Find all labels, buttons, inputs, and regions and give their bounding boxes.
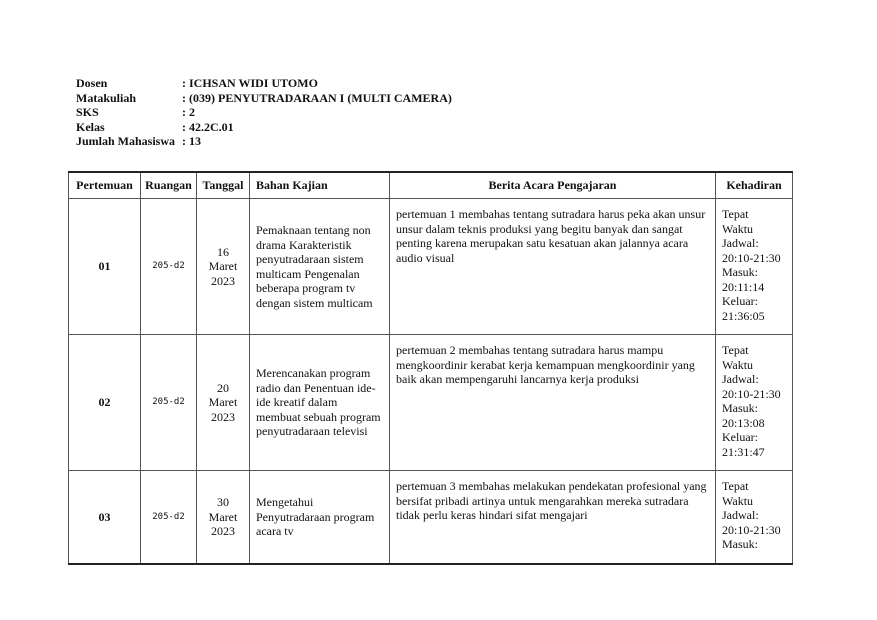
- col-header-bahan-kajian: Bahan Kajian: [250, 172, 390, 199]
- kehadiran-line: Jadwal:: [722, 508, 759, 522]
- kehadiran-line: Jadwal:: [722, 236, 759, 250]
- attendance-table: [68, 171, 793, 565]
- tanggal-day: 16: [217, 244, 229, 259]
- table-header-row: [69, 172, 793, 199]
- sks-row: [76, 105, 452, 120]
- table-row: [69, 471, 793, 565]
- kehadiran-line: Keluar:: [722, 294, 758, 308]
- tanggal-year: 2023: [211, 409, 235, 424]
- kehadiran-line: 21:31:47: [722, 444, 765, 459]
- ruangan-cell: 205-d2: [141, 199, 197, 335]
- kehadiran-line: 20:10-21:30: [722, 386, 781, 401]
- matakuliah-label: Matakuliah: [76, 90, 137, 105]
- sks-value: : 2: [182, 105, 195, 119]
- sks-label: SKS: [76, 105, 99, 119]
- kehadiran-line: Masuk:: [722, 537, 758, 551]
- pertemuan-cell: 01: [69, 199, 141, 335]
- col-header-ruangan: Ruangan: [141, 172, 197, 199]
- bahan-kajian-cell: Mengetahui Penyutradaraan program acara tv: [250, 471, 390, 565]
- kehadiran-line: 20:11:14: [722, 279, 765, 294]
- tanggal-month: Maret: [208, 509, 238, 524]
- berita-acara-cell: pertemuan 2 membahas tentang sutradara harus mampu mengkoordinir kerabat kerja kemampuan mengkoordinir yang baik akan mempengaruhi lancarnya kerja produksi: [390, 335, 716, 471]
- bahan-kajian-cell: Pemaknaan tentang non drama Karakteristik penyutradaraan sistem multicam Pengenalan beberapa program tv dengan sistem multicam: [250, 199, 390, 335]
- kehadiran-line: 21:36:05: [722, 308, 765, 323]
- tanggal-month: Maret: [208, 395, 238, 410]
- kehadiran-line: Masuk:: [722, 265, 758, 279]
- berita-acara-cell: pertemuan 3 membahas melakukan pendekatan profesional yang bersifat pribadi artinya untuk mengarahkan mereka sutradara tidak perlu keras hindari sifat mengajari: [390, 471, 716, 565]
- table-row: [69, 335, 793, 471]
- tanggal-cell: [197, 199, 250, 335]
- kelas-value: : 42.2C.01: [182, 119, 234, 134]
- jumlah-mahasiswa-row: [76, 134, 452, 149]
- kehadiran-cell: [716, 199, 793, 335]
- ruangan-cell: 205-d2: [141, 335, 197, 471]
- kelas-label: Kelas: [76, 119, 105, 134]
- col-header-tanggal: Tanggal: [197, 172, 250, 199]
- kelas-row: [76, 120, 452, 135]
- table-row: [69, 199, 793, 335]
- col-header-berita-acara: Berita Acara Pengajaran: [390, 172, 716, 199]
- col-header-kehadiran: Kehadiran: [716, 172, 793, 199]
- tanggal-year: 2023: [211, 273, 235, 288]
- kehadiran-line: Jadwal:: [722, 372, 759, 386]
- dosen-label: Dosen: [76, 76, 108, 90]
- berita-acara-cell: pertemuan 1 membahas tentang sutradara harus peka akan unsur unsur dalam teknis produksi yang begitu banyak dan sangat penting karena merupakan satu kesatuan akan jalannya acara audio visual: [390, 199, 716, 335]
- kehadiran-line: 20:13:08: [722, 415, 765, 430]
- kehadiran-line: 20:10-21:30: [722, 250, 781, 265]
- dosen-value: : ICHSAN WIDI UTOMO: [182, 76, 318, 90]
- kehadiran-line: Tepat: [722, 343, 749, 357]
- tanggal-year: 2023: [211, 524, 235, 539]
- tanggal-day: 30: [217, 495, 229, 510]
- kehadiran-line: Keluar:: [722, 430, 758, 444]
- tanggal-month: Maret: [208, 259, 238, 274]
- kehadiran-line: Waktu: [722, 493, 754, 508]
- pertemuan-cell: 03: [69, 471, 141, 565]
- jumlah-mahasiswa-label: Jumlah Mahasiswa: [76, 134, 176, 148]
- kehadiran-line: Tepat: [722, 479, 749, 493]
- col-header-pertemuan: Pertemuan: [69, 172, 141, 199]
- dosen-row: [76, 76, 452, 91]
- kehadiran-cell: [716, 335, 793, 471]
- jumlah-mahasiswa-value: : 13: [182, 134, 201, 148]
- kehadiran-cell: [716, 471, 793, 565]
- kehadiran-line: Waktu: [722, 357, 754, 372]
- tanggal-cell: [197, 335, 250, 471]
- tanggal-cell: [197, 471, 250, 565]
- kehadiran-line: Tepat: [722, 207, 749, 221]
- matakuliah-value: : (039) PENYUTRADARAAN I (MULTI CAMERA): [182, 90, 452, 105]
- kehadiran-line: Waktu: [722, 221, 754, 236]
- pertemuan-cell: 02: [69, 335, 141, 471]
- kehadiran-line: 20:10-21:30: [722, 522, 781, 537]
- ruangan-cell: 205-d2: [141, 471, 197, 565]
- kehadiran-line: Masuk:: [722, 401, 758, 415]
- bahan-kajian-cell: Merencanakan program radio dan Penentuan ide-ide kreatif dalam membuat sebuah program penyutradaraan televisi: [250, 335, 390, 471]
- matakuliah-row: [76, 91, 452, 106]
- tanggal-day: 20: [217, 380, 229, 395]
- course-info-header: [76, 76, 452, 149]
